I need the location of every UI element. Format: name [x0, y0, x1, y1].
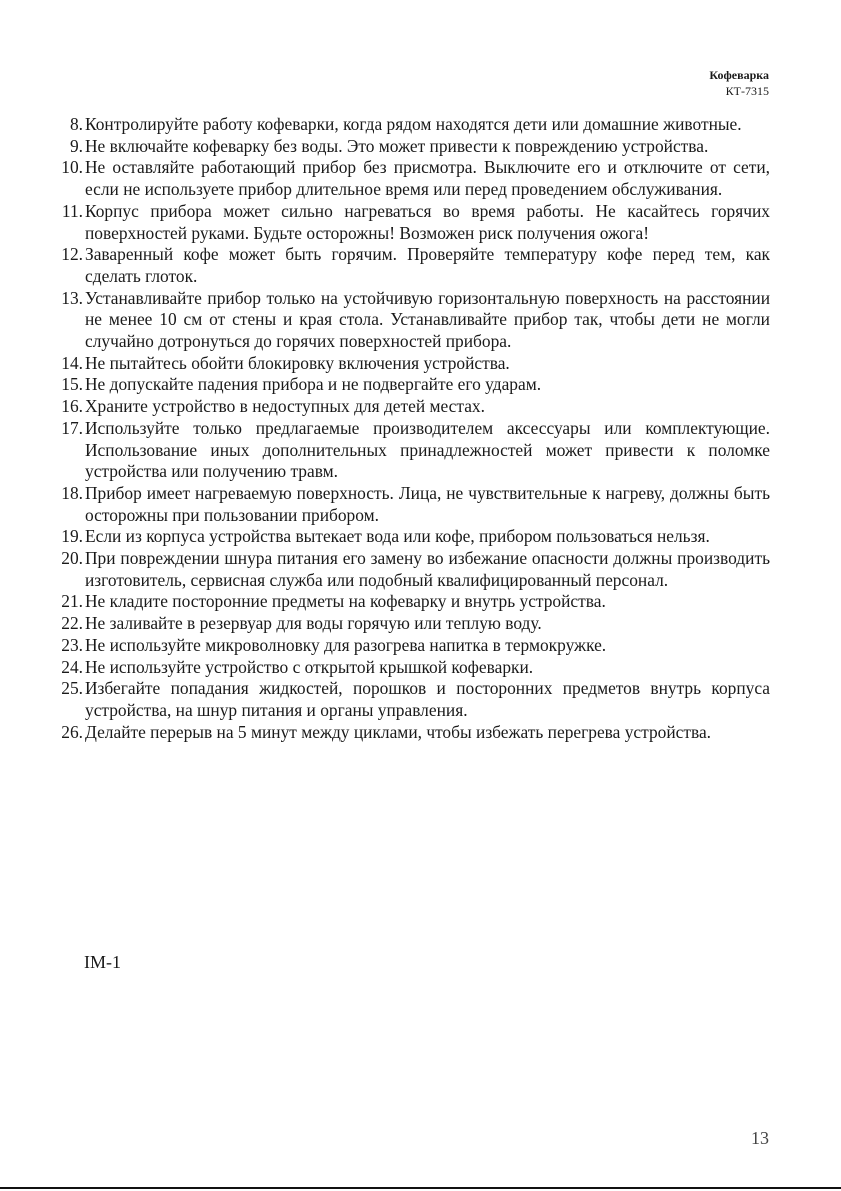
item-text: Не заливайте в резервуар для воды горячую или теплую воду. [85, 613, 542, 634]
safety-instructions-list [50, 114, 770, 743]
item-number: 13. [61, 287, 83, 308]
list-item [50, 483, 770, 526]
item-text: Используйте только предлагаемые производителем аксессуары или комплектующие. Использование иных дополнительных принадлежностей может привести к поломке устройства или получению травм. [85, 417, 770, 482]
item-number: 23. [61, 634, 83, 655]
list-item [50, 635, 770, 657]
page-header [709, 67, 769, 99]
item-number: 12. [61, 244, 83, 265]
list-item [50, 548, 770, 591]
list-item [50, 136, 770, 158]
document-code: IM-1 [84, 952, 121, 972]
item-number: 10. [61, 157, 83, 178]
bottom-border [0, 1187, 841, 1189]
list-item [50, 201, 770, 244]
item-number: 11. [61, 200, 83, 221]
item-text: Устанавливайте прибор только на устойчивую горизонтальную поверхность на расстоянии не менее 10 см от стены и края стола. Устанавливайте прибор так, чтобы дети не могли случайно дотронуться до горячих поверхностей прибора. [85, 287, 770, 352]
list-item [50, 288, 770, 353]
item-text: Не используйте микроволновку для разогрева напитка в термокружке. [85, 634, 607, 655]
item-text: Не допускайте падения прибора и не подвергайте его ударам. [85, 374, 542, 395]
item-number: 22. [61, 613, 83, 634]
item-number: 9. [69, 135, 83, 156]
list-item [50, 114, 770, 136]
item-number: 18. [61, 482, 83, 503]
item-number: 8. [69, 114, 83, 134]
product-name: Кофеварка [709, 68, 769, 82]
list-item [50, 591, 770, 613]
item-text: Прибор имеет нагреваемую поверхность. Лица, не чувствительные к нагреву, должны быть осторожны при пользовании прибором. [85, 482, 770, 525]
page-number: 13 [751, 1128, 769, 1148]
list-item [50, 374, 770, 396]
list-item [50, 526, 770, 548]
item-number: 17. [61, 417, 83, 438]
item-text: Корпус прибора может сильно нагреваться во время работы. Не касайтесь горячих поверхностей руками. Будьте осторожны! Возможен риск получения ожога! [85, 200, 770, 243]
list-item [50, 722, 770, 744]
item-number: 16. [61, 396, 83, 417]
item-text: Не кладите посторонние предметы на кофеварку и внутрь устройства. [85, 591, 606, 612]
item-number: 21. [61, 591, 83, 612]
item-text: Заваренный кофе может быть горячим. Проверяйте температуру кофе перед тем, как сделать глоток. [85, 244, 770, 286]
list-item [50, 396, 770, 418]
item-text: Не пытайтесь обойти блокировку включения устройства. [85, 352, 510, 373]
item-text: Делайте перерыв на 5 минут между циклами, чтобы избежать перегрева устройства. [85, 721, 712, 742]
list-item [50, 678, 770, 721]
item-number: 26. [61, 721, 83, 742]
item-number: 25. [61, 678, 83, 699]
item-number: 20. [61, 548, 83, 569]
list-item [50, 157, 770, 200]
list-item [50, 353, 770, 375]
list-item [50, 657, 770, 679]
item-number: 19. [61, 526, 83, 547]
list-item [50, 613, 770, 635]
item-text: Не оставляйте работающий прибор без присмотра. Выключите его и отключите от сети, если не используете прибор длительное время или перед проведением обслуживания. [85, 157, 770, 200]
list-item [50, 244, 770, 287]
item-text: Избегайте попадания жидкостей, порошков и посторонних предметов внутрь корпуса устройства, на шнур питания и органы управления. [85, 678, 770, 720]
item-number: 24. [61, 656, 83, 677]
model-number: КТ-7315 [725, 84, 769, 98]
item-number: 14. [61, 352, 83, 373]
item-text: Не используйте устройство с открытой крышкой кофеварки. [85, 656, 534, 677]
item-text: Храните устройство в недоступных для детей местах. [85, 396, 485, 417]
item-text: Если из корпуса устройства вытекает вода или кофе, прибором пользоваться нельзя. [85, 526, 710, 547]
item-number: 15. [61, 374, 83, 395]
item-text: Контролируйте работу кофеварки, когда рядом находятся дети или домашние животные. [85, 114, 742, 134]
item-text: При повреждении шнура питания его замену во избежание опасности должны производить изготовитель, сервисная служба или подобный квалифицированный персонал. [85, 548, 770, 590]
list-item [50, 418, 770, 483]
item-text: Не включайте кофеварку без воды. Это может привести к повреждению устройства. [85, 135, 709, 156]
